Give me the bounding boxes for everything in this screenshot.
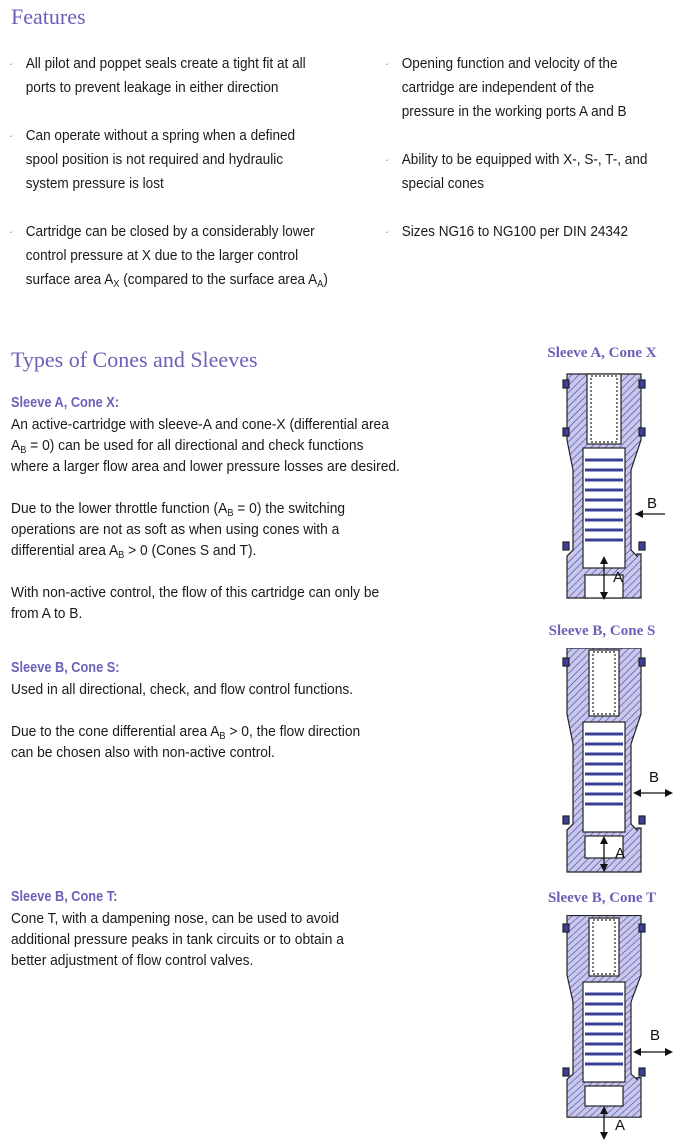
- features-left-column: [9, 52, 390, 292]
- subheading: Sleeve A, Cone X:: [11, 395, 120, 411]
- feature-line: special cones: [401, 176, 484, 192]
- feature-item: [9, 220, 361, 292]
- feature-line: control pressure at X due to the larger control: [25, 248, 299, 264]
- bullet-icon: ·: [385, 56, 390, 71]
- feature-item: [9, 52, 361, 100]
- text-line: better adjustment of flow control valves.: [11, 952, 254, 969]
- port-b-label: B: [650, 1027, 661, 1044]
- feature-line: Sizes NG16 to NG100 per DIN 24342: [401, 224, 629, 240]
- feature-line: ports to prevent leakage in either direction: [25, 80, 279, 96]
- feature-line: spool position is not required and hydraulic: [25, 152, 284, 168]
- port-b-label: B: [649, 769, 660, 786]
- feature-item: [385, 52, 675, 124]
- feature-line: pressure in the working ports A and B: [401, 104, 627, 120]
- port-a-label: A: [615, 1117, 626, 1134]
- text-line: Cone T, with a dampening nose, can be used to avoid: [11, 910, 340, 927]
- feature-line: surface area $A_X$ (compared to the surface area $A_A$): [25, 272, 328, 290]
- text-line: additional pressure peaks in tank circuits or to obtain a: [11, 931, 344, 948]
- text-line: can be chosen also with non-active control.: [11, 744, 275, 761]
- bullet-icon: ·: [385, 224, 390, 239]
- subheading: Sleeve B, Cone T:: [11, 889, 118, 905]
- text-line: An active-cartridge with sleeve-A and cone-X (differential area: [11, 416, 389, 433]
- feature-line: Ability to be equipped with X-, S-, T-, and: [401, 152, 648, 168]
- bullet-icon: ·: [9, 128, 14, 143]
- features-title: Features: [11, 4, 86, 29]
- cartridge-diagram-sleeve-b-cone-t: [555, 914, 675, 1142]
- feature-item: [385, 148, 675, 196]
- bullet-icon: ·: [385, 152, 390, 167]
- cartridge-diagram-sleeve-b-cone-s: [555, 648, 675, 874]
- feature-item: [385, 220, 675, 244]
- feature-line: Cartridge can be closed by a considerably lower: [25, 224, 315, 240]
- types-title: Types of Cones and Sleeves: [11, 347, 258, 372]
- feature-line: cartridge are independent of the: [401, 80, 595, 96]
- text-line: differential area $A_B > 0$ (Cones S and T).: [11, 542, 257, 561]
- figure-caption: Sleeve A, Cone X: [547, 345, 657, 361]
- feature-item: [9, 124, 361, 196]
- section-sleeve-b-cone-s: [11, 658, 481, 763]
- text-line: Due to the lower throttle function $(A_B = 0)$ the switching: [11, 500, 346, 519]
- subheading: Sleeve B, Cone S:: [11, 660, 120, 676]
- port-b-label: B: [647, 495, 658, 512]
- feature-line: system pressure is lost: [25, 176, 164, 192]
- text-line: $A_B = 0$) can be used for all directional and check functions: [11, 437, 364, 456]
- text-line: Used in all directional, check, and flow control functions.: [11, 681, 354, 698]
- feature-line: All pilot and poppet seals create a tight fit at all: [25, 56, 306, 72]
- feature-line: Opening function and velocity of the: [401, 56, 618, 72]
- section-sleeve-a-cone-x: [11, 393, 481, 624]
- bullet-icon: ·: [9, 56, 14, 71]
- text-line: Due to the cone differential area $A_B > 0$, the flow direction: [11, 723, 361, 742]
- cartridge-diagram-sleeve-a-cone-x: [555, 370, 675, 602]
- text-line: operations are not as soft as when using cones with a: [11, 521, 340, 538]
- section-sleeve-b-cone-t: [11, 887, 481, 971]
- features-right-column: [385, 52, 675, 244]
- text-line: With non-active control, the flow of this cartridge can only be: [11, 584, 380, 601]
- port-a-label: A: [613, 569, 624, 586]
- figure-caption: Sleeve B, Cone T: [547, 890, 657, 906]
- figure-caption: Sleeve B, Cone S: [548, 623, 656, 639]
- text-line: where a larger flow area and lower pressure losses are desired.: [11, 458, 400, 475]
- text-line: from A to B.: [11, 605, 83, 622]
- feature-line: Can operate without a spring when a defined: [25, 128, 296, 144]
- port-a-label: A: [615, 845, 626, 862]
- bullet-icon: ·: [9, 224, 14, 239]
